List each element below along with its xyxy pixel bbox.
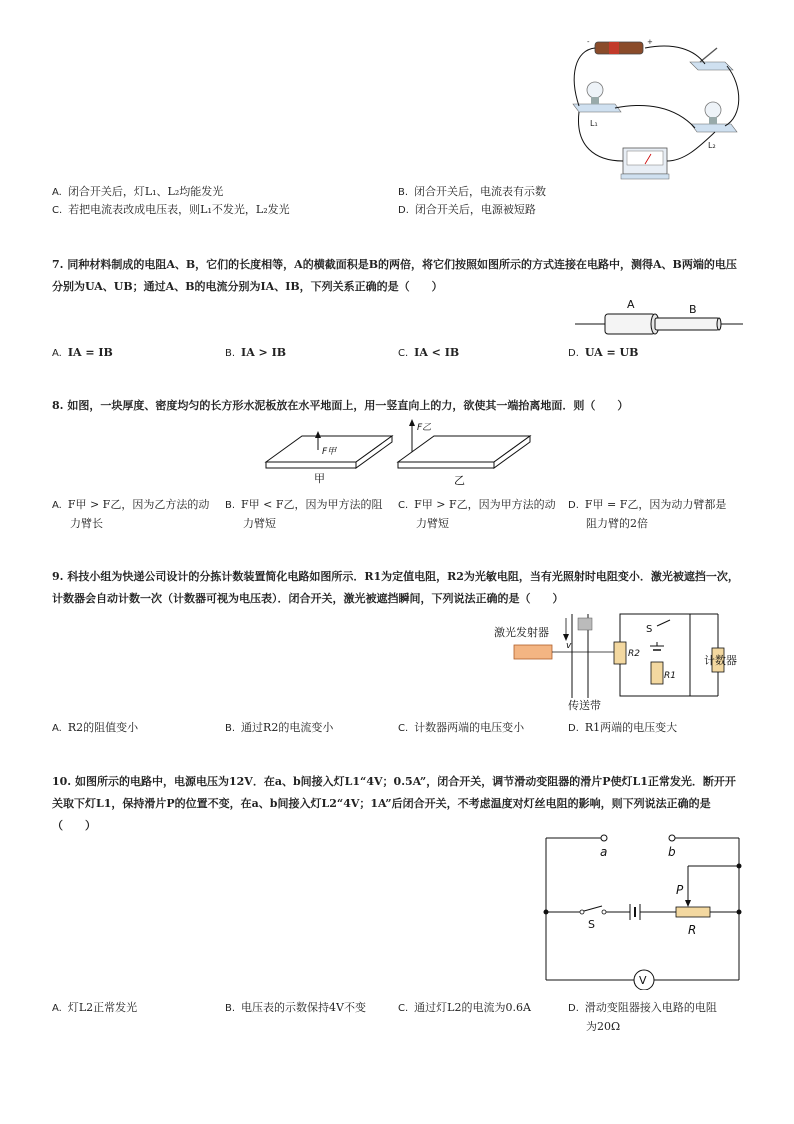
question-number: 7. bbox=[52, 258, 64, 271]
q8-label-yi: 乙 bbox=[454, 474, 465, 486]
option-text: 闭合开关后，电流表有示数 bbox=[414, 185, 547, 198]
q10-label-p: P bbox=[676, 883, 684, 897]
q7-option-c[interactable] bbox=[398, 344, 459, 362]
q8-stem bbox=[52, 395, 742, 417]
option-label: B. bbox=[225, 1003, 236, 1014]
q6-label-l2: L₂ bbox=[708, 141, 716, 150]
q6-option-b[interactable] bbox=[398, 183, 546, 201]
q9-laser-label: 激光发射器 bbox=[494, 626, 549, 639]
option-label: A. bbox=[52, 187, 62, 198]
option-label: C. bbox=[52, 205, 63, 216]
q9-counter-label: 计数器 bbox=[704, 654, 737, 667]
q9-belt-label: 传送带 bbox=[568, 699, 601, 712]
option-label: A. bbox=[52, 1003, 62, 1014]
option-text-line1: F甲 = F乙，因为动力臂都是 bbox=[584, 498, 727, 511]
option-text: IA = IB bbox=[67, 346, 113, 359]
q10-stem bbox=[52, 771, 742, 837]
option-label: B. bbox=[225, 500, 236, 511]
option-text-line2: 力臂长 bbox=[70, 517, 103, 530]
option-label: B. bbox=[398, 187, 409, 198]
option-text: 计数器两端的电压变小 bbox=[414, 721, 525, 734]
option-label: D. bbox=[568, 348, 579, 359]
q9-circuit-figure bbox=[492, 612, 747, 712]
option-text: IA < IB bbox=[414, 346, 460, 359]
q6-circuit-figure bbox=[565, 36, 745, 186]
q7-option-b[interactable] bbox=[225, 344, 286, 362]
q6-minus: - bbox=[587, 38, 590, 46]
q9-option-c[interactable] bbox=[398, 719, 524, 737]
option-label: C. bbox=[398, 723, 409, 734]
q6-plus: + bbox=[647, 38, 653, 46]
question-text: 如图，一块厚度、密度均匀的长方形水泥板放在水平地面上，用一竖直向上的力，欲使其一端抬离地面．则（ ） bbox=[67, 399, 629, 412]
q10-option-a[interactable] bbox=[52, 999, 137, 1017]
q10-option-c[interactable] bbox=[398, 999, 531, 1017]
q10-label-b: b bbox=[668, 845, 676, 859]
option-label: C. bbox=[398, 500, 409, 511]
q8-force-jia: F甲 bbox=[322, 447, 337, 457]
q7-option-a[interactable] bbox=[52, 344, 113, 362]
q10-option-b[interactable] bbox=[225, 999, 366, 1017]
question-text: 如图所示的电路中，电源电压为12V．在a、b间接入灯L1“4V；0.5A”，闭合开关，调节滑动变阻器的滑片P使灯L1正常发光．断开开关取下灯L1，保持滑片P的位置不变，在a、b间接入灯L2“4V；1A”后闭合开关，不考虑温度对灯丝电阻的影响，则下列说法正确的是（ ） bbox=[52, 775, 736, 832]
option-label: D. bbox=[568, 723, 579, 734]
option-text: 通过灯L2的电流为0.6A bbox=[414, 1001, 531, 1014]
q10-label-a: a bbox=[600, 845, 608, 859]
q10-label-r: R bbox=[688, 923, 697, 937]
q6-option-a[interactable] bbox=[52, 183, 223, 201]
q7-resistor-figure bbox=[575, 298, 745, 344]
option-label: B. bbox=[225, 348, 236, 359]
option-label: A. bbox=[52, 500, 62, 511]
option-text: 闭合开关后，灯L₁、L₂均能发光 bbox=[67, 185, 224, 198]
q8-force-yi: F乙 bbox=[417, 423, 432, 433]
option-text: 通过R2的电流变小 bbox=[241, 721, 334, 734]
option-text: IA > IB bbox=[241, 346, 287, 359]
q9-stem bbox=[52, 566, 742, 610]
option-text: 若把电流表改成电压表，则L₁不发光，L₂发光 bbox=[68, 203, 290, 216]
q8-slab-figure bbox=[262, 418, 537, 486]
q9-option-a[interactable] bbox=[52, 719, 138, 737]
option-text-line2: 阻力臂的2倍 bbox=[586, 517, 648, 530]
option-text-line2: 力臂短 bbox=[243, 517, 276, 530]
option-label: C. bbox=[398, 348, 409, 359]
q8-option-c[interactable] bbox=[398, 496, 556, 533]
q9-option-b[interactable] bbox=[225, 719, 333, 737]
question-number: 8. bbox=[52, 399, 64, 412]
question-text: 科技小组为快递公司设计的分拣计数装置简化电路如图所示．R1为定值电阻，R2为光敏电阻，当有光照射时电阻变小．激光被遮挡一次，计数器会自动计数一次（计数器可视为电压表）．闭合开关，激光被遮挡瞬间，下列说法正确的是（ ） bbox=[52, 570, 739, 605]
option-label: D. bbox=[568, 500, 579, 511]
option-text-line2: 为20Ω bbox=[586, 1020, 621, 1033]
option-text: R2的阻值变小 bbox=[67, 721, 139, 734]
option-label: D. bbox=[398, 205, 409, 216]
q6-label-l1: L₁ bbox=[590, 119, 598, 128]
q10-label-v: V bbox=[639, 974, 647, 987]
option-label: A. bbox=[52, 348, 62, 359]
option-text-line2: 力臂短 bbox=[416, 517, 449, 530]
option-text-line1: F甲 > F乙，因为甲方法的动 bbox=[414, 498, 556, 511]
q7-stem bbox=[52, 254, 742, 298]
q9-r2-label: R2 bbox=[628, 649, 640, 659]
q10-label-s: S bbox=[588, 918, 595, 931]
q8-option-d[interactable] bbox=[568, 496, 726, 533]
question-number: 10. bbox=[52, 775, 72, 788]
option-text-line1: 滑动变阻器接入电路的电阻 bbox=[584, 1001, 717, 1014]
option-text: 闭合开关后，电源被短路 bbox=[414, 203, 536, 216]
q6-option-c[interactable] bbox=[52, 201, 290, 219]
option-text: 灯L2正常发光 bbox=[67, 1001, 138, 1014]
q8-option-a[interactable] bbox=[52, 496, 209, 533]
q9-v-label: v bbox=[566, 641, 572, 651]
q10-circuit-figure bbox=[540, 830, 745, 990]
option-label: A. bbox=[52, 723, 62, 734]
q8-label-jia: 甲 bbox=[314, 472, 325, 485]
question-text: 同种材料制成的电阻A、B，它们的长度相等，A的横截面积是B的两倍，将它们按照如图所示的方式连接在电路中，测得A、B两端的电压分别为UA、UB；通过A、B的电流分别为IA、IB，下列关系正确的是（ ） bbox=[52, 258, 737, 293]
option-text: 电压表的示数保持4V不变 bbox=[241, 1001, 366, 1014]
q8-option-b[interactable] bbox=[225, 496, 383, 533]
q10-option-d[interactable] bbox=[568, 999, 717, 1036]
option-text: R1两端的电压变大 bbox=[584, 721, 678, 734]
q6-option-d[interactable] bbox=[398, 201, 536, 219]
option-label: C. bbox=[398, 1003, 409, 1014]
q7-option-d[interactable] bbox=[568, 344, 638, 362]
question-number: 9. bbox=[52, 570, 64, 583]
q9-r1-label: R1 bbox=[664, 671, 676, 681]
q7-label-b: B bbox=[689, 303, 697, 316]
option-text-line1: F甲 > F乙，因为乙方法的动 bbox=[67, 498, 210, 511]
q9-switch-label: S bbox=[646, 624, 653, 635]
q9-option-d[interactable] bbox=[568, 719, 677, 737]
option-text: UA = UB bbox=[584, 346, 639, 359]
option-label: B. bbox=[225, 723, 236, 734]
option-text-line1: F甲 < F乙，因为甲方法的阻 bbox=[241, 498, 383, 511]
option-label: D. bbox=[568, 1003, 579, 1014]
q7-label-a: A bbox=[627, 298, 635, 311]
